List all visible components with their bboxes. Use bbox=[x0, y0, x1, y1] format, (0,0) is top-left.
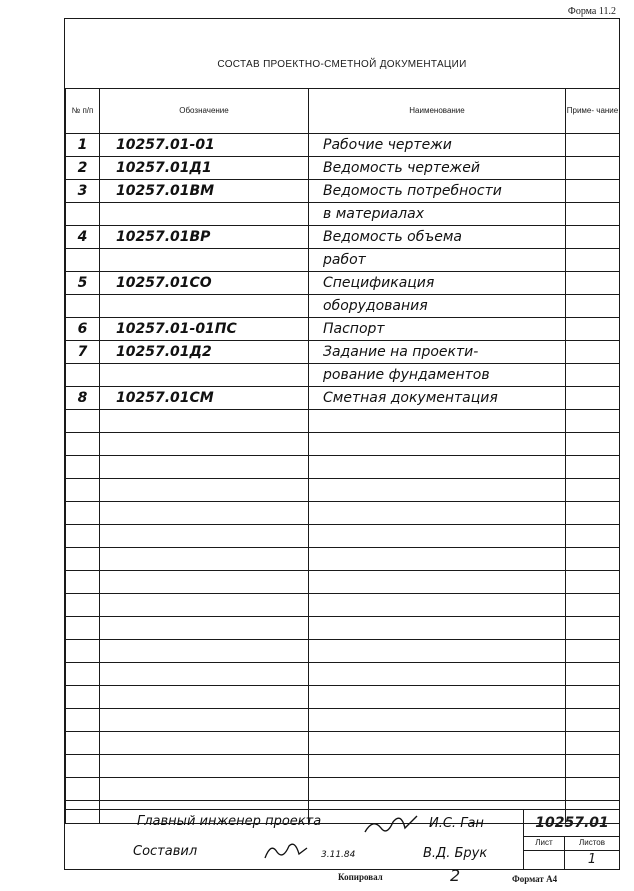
table-row bbox=[66, 548, 620, 571]
row-name: в материалах bbox=[309, 203, 566, 226]
table-row bbox=[66, 755, 620, 778]
row-code bbox=[100, 709, 309, 732]
row-number bbox=[66, 295, 100, 318]
row-code bbox=[100, 295, 309, 318]
signature-area bbox=[65, 810, 523, 870]
row-code: 10257.01ВР bbox=[100, 226, 309, 249]
row-code bbox=[100, 755, 309, 778]
row-name: Спецификация bbox=[309, 272, 566, 295]
row-notes bbox=[566, 226, 620, 249]
row-name: оборудования bbox=[309, 295, 566, 318]
row-number: 6 bbox=[66, 318, 100, 341]
row-number bbox=[66, 663, 100, 686]
table-row bbox=[66, 525, 620, 548]
row-notes bbox=[566, 387, 620, 410]
row-code bbox=[100, 364, 309, 387]
row-code: 10257.01-01ПС bbox=[100, 318, 309, 341]
table-row bbox=[66, 157, 620, 180]
row-code: 10257.01СО bbox=[100, 272, 309, 295]
form-label: Форма 11.2 bbox=[567, 6, 616, 17]
header-code: Обозначение bbox=[100, 89, 309, 134]
row-name bbox=[309, 778, 566, 801]
row-name bbox=[309, 571, 566, 594]
row-code bbox=[100, 571, 309, 594]
row-number bbox=[66, 732, 100, 755]
row-number bbox=[66, 502, 100, 525]
row-name bbox=[309, 663, 566, 686]
table-row bbox=[66, 686, 620, 709]
row-notes bbox=[566, 456, 620, 479]
copy-number: 2 bbox=[450, 866, 461, 885]
row-name bbox=[309, 594, 566, 617]
sheet-info bbox=[523, 810, 620, 870]
table-row bbox=[66, 479, 620, 502]
row-notes bbox=[566, 617, 620, 640]
document-title: СОСТАВ ПРОЕКТНО-СМЕТНОЙ ДОКУМЕНТАЦИИ bbox=[217, 59, 467, 70]
table-row bbox=[66, 203, 620, 226]
compiled-date: 3.11.84 bbox=[321, 850, 356, 860]
row-name bbox=[309, 410, 566, 433]
row-notes bbox=[566, 203, 620, 226]
header-number: № п/п bbox=[66, 89, 100, 134]
table-row bbox=[66, 249, 620, 272]
row-code bbox=[100, 686, 309, 709]
chief-engineer-label: Главный инженер проекта bbox=[137, 814, 322, 829]
document-sheet bbox=[64, 18, 620, 870]
row-code: 10257.01-01 bbox=[100, 134, 309, 157]
row-code bbox=[100, 640, 309, 663]
row-name bbox=[309, 755, 566, 778]
row-name bbox=[309, 686, 566, 709]
table-row bbox=[66, 640, 620, 663]
row-number: 5 bbox=[66, 272, 100, 295]
chief-engineer-name: И.С. Ган bbox=[429, 816, 484, 831]
sheet-value bbox=[524, 850, 565, 870]
table-row bbox=[66, 295, 620, 318]
row-notes bbox=[566, 157, 620, 180]
row-name bbox=[309, 479, 566, 502]
document-code: 10257.01 bbox=[524, 810, 620, 837]
table-row bbox=[66, 272, 620, 295]
table-row bbox=[66, 778, 620, 801]
row-notes bbox=[566, 709, 620, 732]
row-number: 4 bbox=[66, 226, 100, 249]
row-number bbox=[66, 571, 100, 594]
compiler-signature-icon bbox=[261, 838, 311, 864]
table-row bbox=[66, 502, 620, 525]
row-code bbox=[100, 249, 309, 272]
row-code bbox=[100, 203, 309, 226]
row-number bbox=[66, 364, 100, 387]
row-name: рование фундаментов bbox=[309, 364, 566, 387]
row-notes bbox=[566, 778, 620, 801]
documents-table bbox=[65, 88, 620, 824]
table-row bbox=[66, 318, 620, 341]
row-code: 10257.01Д2 bbox=[100, 341, 309, 364]
table-row bbox=[66, 732, 620, 755]
row-name: Ведомость потребности bbox=[309, 180, 566, 203]
table-row bbox=[66, 364, 620, 387]
table-row bbox=[66, 226, 620, 249]
row-notes bbox=[566, 640, 620, 663]
row-number: 1 bbox=[66, 134, 100, 157]
table-row bbox=[66, 433, 620, 456]
table-row bbox=[66, 663, 620, 686]
row-notes bbox=[566, 663, 620, 686]
row-name bbox=[309, 617, 566, 640]
row-code bbox=[100, 479, 309, 502]
row-number bbox=[66, 548, 100, 571]
row-code bbox=[100, 732, 309, 755]
row-notes bbox=[566, 180, 620, 203]
header-notes: Приме- чание bbox=[566, 89, 620, 134]
row-name bbox=[309, 525, 566, 548]
row-name bbox=[309, 709, 566, 732]
row-name bbox=[309, 732, 566, 755]
format-label: Формат А4 bbox=[512, 874, 558, 884]
sheets-value: 1 bbox=[587, 852, 597, 867]
row-code bbox=[100, 778, 309, 801]
row-name: Рабочие чертежи bbox=[309, 134, 566, 157]
row-name bbox=[309, 502, 566, 525]
row-notes bbox=[566, 341, 620, 364]
row-number bbox=[66, 778, 100, 801]
row-number bbox=[66, 594, 100, 617]
row-number: 7 bbox=[66, 341, 100, 364]
table-row bbox=[66, 387, 620, 410]
table-row bbox=[66, 571, 620, 594]
table-header-row bbox=[66, 89, 620, 134]
header-name: Наименование bbox=[309, 89, 566, 134]
row-number: 2 bbox=[66, 157, 100, 180]
row-notes bbox=[566, 433, 620, 456]
row-notes bbox=[566, 594, 620, 617]
row-code bbox=[100, 502, 309, 525]
row-number: 3 bbox=[66, 180, 100, 203]
row-number bbox=[66, 456, 100, 479]
row-name: Ведомость объема bbox=[309, 226, 566, 249]
table-row bbox=[66, 341, 620, 364]
chief-signature-icon bbox=[361, 810, 421, 840]
row-code bbox=[100, 525, 309, 548]
row-notes bbox=[566, 755, 620, 778]
row-number bbox=[66, 617, 100, 640]
row-name bbox=[309, 456, 566, 479]
table-row bbox=[66, 617, 620, 640]
compiled-by-label: Составил bbox=[133, 844, 198, 859]
row-name bbox=[309, 640, 566, 663]
row-name: Сметная документация bbox=[309, 387, 566, 410]
row-notes bbox=[566, 571, 620, 594]
table-row bbox=[66, 180, 620, 203]
row-code bbox=[100, 456, 309, 479]
row-code bbox=[100, 617, 309, 640]
row-name: работ bbox=[309, 249, 566, 272]
table-row bbox=[66, 134, 620, 157]
row-notes bbox=[566, 364, 620, 387]
row-number bbox=[66, 686, 100, 709]
row-number bbox=[66, 709, 100, 732]
row-code: 10257.01Д1 bbox=[100, 157, 309, 180]
row-code bbox=[100, 663, 309, 686]
row-number bbox=[66, 433, 100, 456]
row-notes bbox=[566, 548, 620, 571]
table-row bbox=[66, 410, 620, 433]
row-number bbox=[66, 479, 100, 502]
row-notes bbox=[566, 318, 620, 341]
sheets-label: Листов bbox=[564, 836, 620, 851]
title-block bbox=[65, 809, 619, 870]
table-row bbox=[66, 594, 620, 617]
row-number bbox=[66, 640, 100, 663]
row-name: Паспорт bbox=[309, 318, 566, 341]
row-number bbox=[66, 203, 100, 226]
row-code: 10257.01СМ bbox=[100, 387, 309, 410]
row-name bbox=[309, 433, 566, 456]
table-row bbox=[66, 456, 620, 479]
compiler-name: В.Д. Брук bbox=[423, 846, 488, 861]
row-notes bbox=[566, 410, 620, 433]
row-number bbox=[66, 525, 100, 548]
row-notes bbox=[566, 479, 620, 502]
sheet-label: Лист bbox=[524, 836, 565, 851]
row-notes bbox=[566, 502, 620, 525]
copied-label: Копировал bbox=[338, 872, 383, 882]
table-row bbox=[66, 709, 620, 732]
row-code bbox=[100, 433, 309, 456]
row-number: 8 bbox=[66, 387, 100, 410]
row-number bbox=[66, 410, 100, 433]
row-number bbox=[66, 249, 100, 272]
row-code bbox=[100, 410, 309, 433]
row-name: Ведомость чертежей bbox=[309, 157, 566, 180]
row-code bbox=[100, 548, 309, 571]
row-notes bbox=[566, 134, 620, 157]
row-notes bbox=[566, 272, 620, 295]
row-notes bbox=[566, 295, 620, 318]
row-number bbox=[66, 755, 100, 778]
row-notes bbox=[566, 525, 620, 548]
row-notes bbox=[566, 732, 620, 755]
row-name: Задание на проекти- bbox=[309, 341, 566, 364]
row-notes bbox=[566, 686, 620, 709]
row-code bbox=[100, 594, 309, 617]
row-name bbox=[309, 548, 566, 571]
row-notes bbox=[566, 249, 620, 272]
row-code: 10257.01ВМ bbox=[100, 180, 309, 203]
